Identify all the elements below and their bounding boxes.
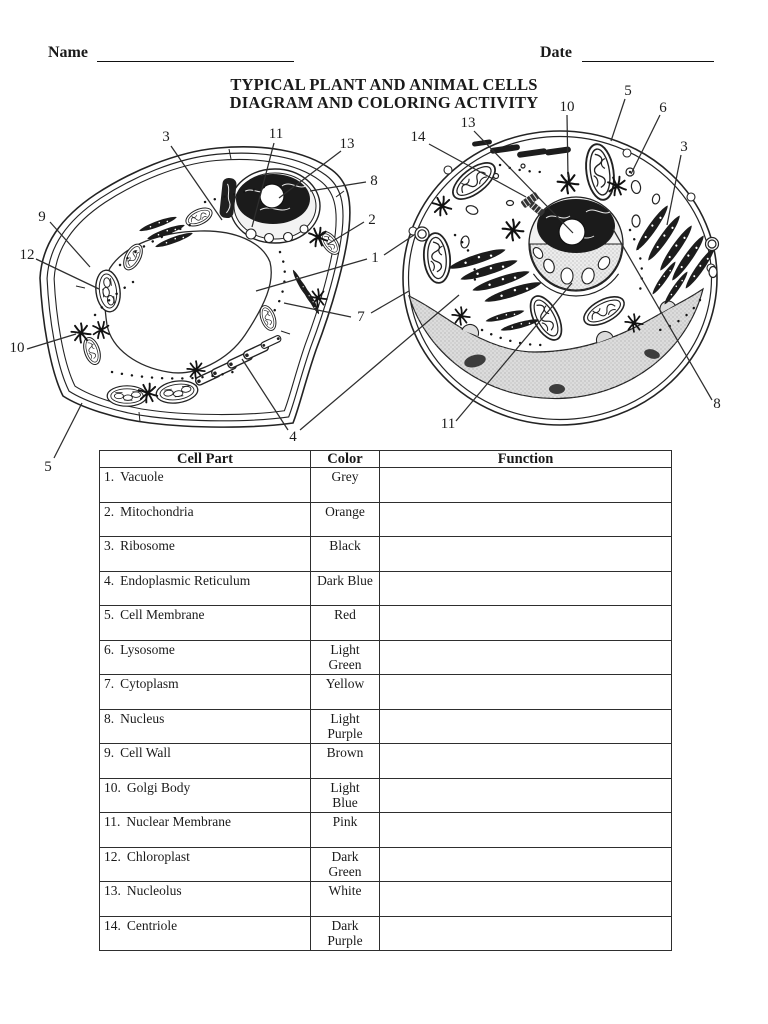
function-cell xyxy=(380,606,672,641)
name-blank-line xyxy=(97,45,294,62)
table-row xyxy=(100,675,672,710)
table-row xyxy=(100,916,672,951)
animal-label-6: 6 xyxy=(659,100,667,116)
color-cell: Dark Blue xyxy=(311,571,380,606)
animal-label-10: 10 xyxy=(559,99,575,115)
function-cell xyxy=(380,468,672,503)
animal-label-5: 5 xyxy=(624,83,632,99)
color-cell: Brown xyxy=(311,744,380,779)
plant-label-9: 9 xyxy=(38,209,46,225)
plant-label-2: 2 xyxy=(368,212,376,228)
function-cell xyxy=(380,813,672,848)
plant-label-11: 11 xyxy=(268,126,284,142)
function-cell xyxy=(380,709,672,744)
color-cell: Red xyxy=(311,606,380,641)
header-cell-part: Cell Part xyxy=(100,451,311,468)
table-row xyxy=(100,778,672,813)
animal-label-8: 8 xyxy=(713,396,721,412)
function-cell xyxy=(380,847,672,882)
color-cell: Grey xyxy=(311,468,380,503)
header-function: Function xyxy=(380,451,672,468)
animal-label-11: 11 xyxy=(440,416,456,432)
table-row xyxy=(100,468,672,503)
plant-label-1: 1 xyxy=(371,250,379,266)
plant-label-3: 3 xyxy=(162,129,170,145)
cell-part-cell: 4. Endoplasmic Reticulum xyxy=(100,571,311,606)
animal-label-13: 13 xyxy=(460,115,476,131)
table-row xyxy=(100,571,672,606)
function-cell xyxy=(380,744,672,779)
plant-label-5: 5 xyxy=(44,459,52,475)
color-cell: White xyxy=(311,882,380,917)
cell-part-cell: 13. Nucleolus xyxy=(100,882,311,917)
cell-part-cell: 14. Centriole xyxy=(100,916,311,951)
animal-cell-diagram xyxy=(403,131,719,425)
color-cell: Light Blue xyxy=(311,778,380,813)
cell-part-cell: 2. Mitochondria xyxy=(100,502,311,537)
nucleus xyxy=(230,169,320,243)
table-header-row xyxy=(100,451,672,468)
table-row xyxy=(100,744,672,779)
title-line-2: DIAGRAM AND COLORING ACTIVITY xyxy=(229,92,539,112)
color-cell: Light Green xyxy=(311,640,380,675)
cell-part-cell: 1. Vacuole xyxy=(100,468,311,503)
cell-part-cell: 12. Chloroplast xyxy=(100,847,311,882)
table-row xyxy=(100,882,672,917)
plant-label-12: 12 xyxy=(19,247,35,263)
color-cell: Light Purple xyxy=(311,709,380,744)
plant-label-10: 10 xyxy=(9,340,25,356)
function-cell xyxy=(380,675,672,710)
cell-part-cell: 10. Golgi Body xyxy=(100,778,311,813)
function-cell xyxy=(380,502,672,537)
color-cell: Dark Purple xyxy=(311,916,380,951)
date-label: Date xyxy=(540,44,572,61)
function-cell xyxy=(380,882,672,917)
color-cell: Black xyxy=(311,537,380,572)
function-cell xyxy=(380,916,672,951)
color-cell: Orange xyxy=(311,502,380,537)
table-row xyxy=(100,537,672,572)
table-row xyxy=(100,709,672,744)
plant-label-7: 7 xyxy=(357,309,365,325)
header-color: Color xyxy=(311,451,380,468)
title-line-1: TYPICAL PLANT AND ANIMAL CELLS xyxy=(230,75,538,94)
function-cell xyxy=(380,640,672,675)
name-label: Name xyxy=(48,44,88,61)
plant-cell-diagram xyxy=(40,147,350,427)
table-row xyxy=(100,813,672,848)
plant-label-13: 13 xyxy=(339,136,355,152)
cell-diagrams xyxy=(0,66,768,476)
animal-label-3: 3 xyxy=(680,139,688,155)
function-cell xyxy=(380,571,672,606)
color-cell: Yellow xyxy=(311,675,380,710)
cell-part-cell: 8. Nucleus xyxy=(100,709,311,744)
table-row xyxy=(100,640,672,675)
color-cell: Dark Green xyxy=(311,847,380,882)
table-row xyxy=(100,502,672,537)
function-cell xyxy=(380,537,672,572)
function-cell xyxy=(380,778,672,813)
date-blank-line xyxy=(582,45,714,62)
color-cell: Pink xyxy=(311,813,380,848)
table-row xyxy=(100,606,672,641)
animal-label-14: 14 xyxy=(410,129,426,145)
cell-part-cell: 7. Cytoplasm xyxy=(100,675,311,710)
cell-part-cell: 9. Cell Wall xyxy=(100,744,311,779)
plant-label-4: 4 xyxy=(289,429,297,445)
cell-part-cell: 6. Lysosome xyxy=(100,640,311,675)
cell-part-color-table xyxy=(99,450,672,951)
table-row xyxy=(100,847,672,882)
cell-part-cell: 11. Nuclear Membrane xyxy=(100,813,311,848)
cell-part-cell: 5. Cell Membrane xyxy=(100,606,311,641)
cell-part-cell: 3. Ribosome xyxy=(100,537,311,572)
plant-label-8: 8 xyxy=(370,173,378,189)
